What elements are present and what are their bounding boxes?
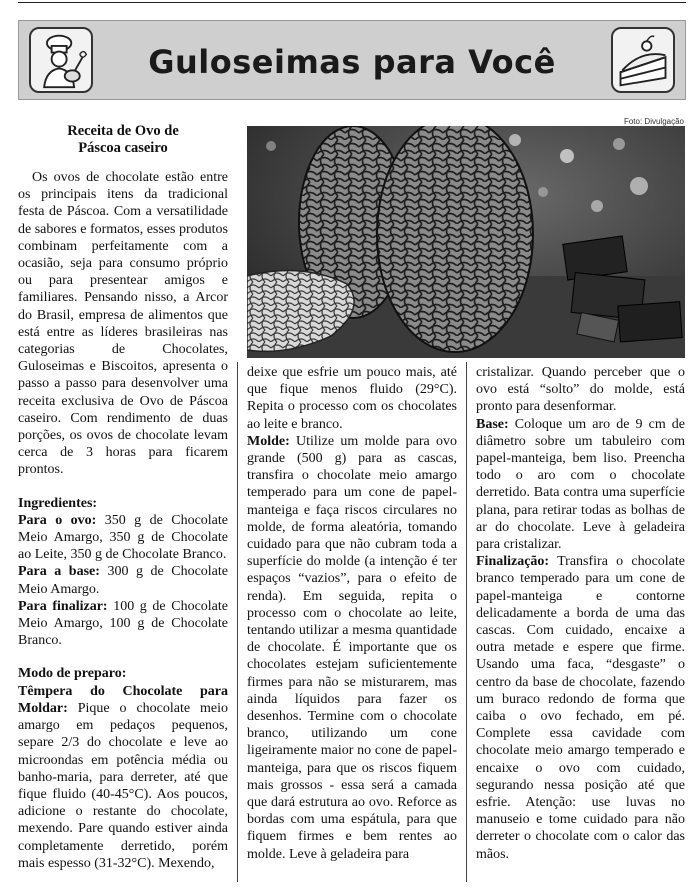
column-divider: [466, 362, 467, 882]
intro-paragraph: Os ovos de chocolate estão entre os principais itens da tradicional festa de Páscoa. Com a versatilidade de sabores e formatos, esses produtos combinam perfeitamente com a ocasião, seja para consumo próprio ou para presentear amigos e familiares. Pensando nisso, a Arcor do Brasil, empresa de alimentos que está entre as líderes brasileiras nas categorias de Chocolates, Guloseimas e Biscoitos, apresenta o passo a passo para desenvolver uma receita exclusiva de Ovo de Páscoa caseiro. Com rendimento de duas porções, os ovos de chocolate levam cerca de 3 horas para ficarem prontos.: [18, 170, 228, 478]
ingredient-egg: Para o ovo: 350 g de Chocolate Meio Amargo, 350 g de Chocolate ao Leite, 350 g de Chocolate Branco.: [18, 512, 228, 563]
photo-credit: Foto: Divulgação: [623, 117, 684, 126]
column-2: [247, 364, 457, 863]
continued-paragraph: deixe que esfrie um pouco mais, até que fique menos fluido (29°C). Repita o processo com os chocolates ao leite e branco.: [247, 365, 457, 432]
article-title: Receita de Ovo de Páscoa caseiro: [67, 123, 179, 156]
finish-paragraph: Finalização: Transfira o chocolate branco temperado para um cone de papel-manteiga e contorne delicadamente a borda de uma das cascas. Com cuidado, encaixe a outra metade e espere que firme. Usando uma faca, “desgaste” o centro da base de chocolate, fazendo um buraco redondo de forma que caiba o ovo fechado, em pé. Complete essa cavidade com chocolate meio amargo temperado e encaixe o ovo com cuidado, segurando nessa posição até que esfrie. Atenção: use luvas no manuseio e tome cuidado para não derreter o chocolate com o calor das mãos.: [476, 554, 685, 862]
base-paragraph: Base: Coloque um aro de 9 cm de diâmetro sobre um tabuleiro com papel-manteiga, bem liso. Preencha todo o aro com o chocolate derretido. Bata contra uma superfície plana, para retirar todas as bolhas de ar do chocolate. Leve à geladeira para cristalizar.: [476, 416, 685, 553]
chef-whisk-icon: [29, 27, 93, 93]
section-banner: [18, 20, 686, 100]
column-divider: [237, 362, 238, 882]
banner-title: Guloseimas para Você: [148, 43, 556, 81]
temper-paragraph: Têmpera do Chocolate para Moldar: Pique o chocolate meio amargo em pedaços pequenos, separe 2/3 do chocolate e leve ao microondas em potência média ou banho-maria, para derreter, até que fique fluido (40-45°C). Aos poucos, adicione o restante do chocolate, mexendo. Pare quando estiver ainda completamente derretido, porém mais espesso (31-32°C). Mexendo,: [18, 683, 228, 871]
column-3: [476, 364, 685, 863]
chocolate-eggs-photo: [247, 126, 685, 358]
continued-paragraph: cristalizar. Quando perceber que o ovo está “solto” do molde, está pronto para desenformar.: [476, 365, 685, 415]
ingredients-heading: Ingredientes:: [18, 495, 98, 511]
top-rule: [18, 2, 686, 3]
ingredient-base: Para a base: 300 g de Chocolate Meio Amargo.: [18, 564, 228, 597]
mold-paragraph: Molde: Utilize um molde para ovo grande (500 g) para as cascas, transfira o chocolate meio amargo temperado para um cone de papel-manteiga e faça riscos circulares no molde, de forma aleatória, tomando cuidado para que não cubram toda a superfície do molde (a intenção é ter espaços “vazios”, para o efeito de renda). Em seguida, repita o processo com o chocolate ao leite, tentando utilizar a mesma quantidade de chocolate. É importante que os chocolates estejam suficientemente firmes para não se misturarem, mas ainda líquidos para fazer os desenhos. Termine com o chocolate branco, utilizando um cone ligeiramente maior no cone de papel-manteiga, para que os riscos fiquem mais grossos - essa será a camada que dará estrutura ao ovo. Reforce as bordas com uma espátula, para que fiquem firmes e bem rentes ao molde. Leve à geladeira para: [247, 433, 457, 862]
cake-slice-icon: [611, 27, 675, 93]
method-heading: Modo de preparo:: [18, 666, 127, 682]
ingredient-finish: Para finalizar: 100 g de Chocolate Meio Amargo, 100 g de Chocolate Branco.: [18, 598, 228, 649]
column-1: [18, 123, 228, 872]
